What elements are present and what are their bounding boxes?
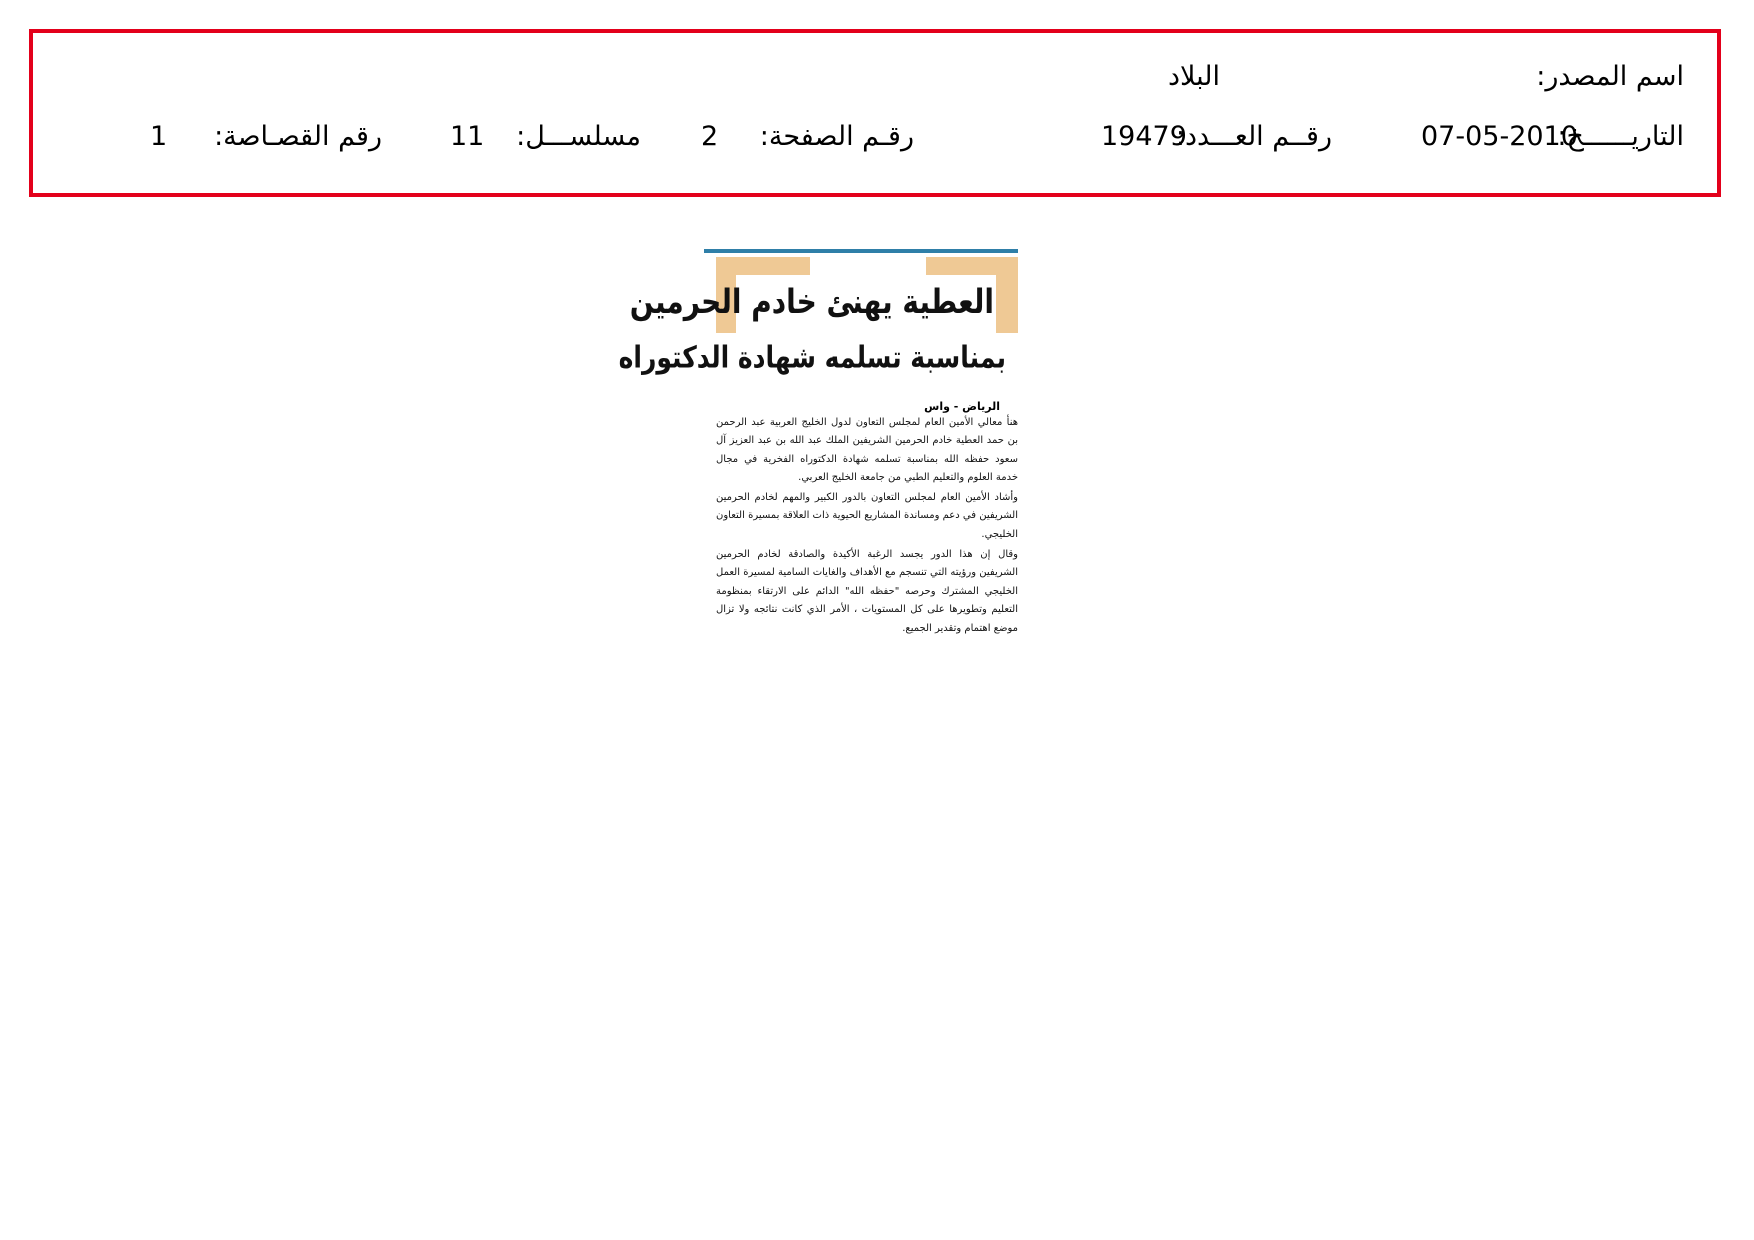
clipping-number-label: رقم القصـاصة: xyxy=(214,121,382,152)
page-label: رقـم الصفحة: xyxy=(759,121,914,152)
article-paragraph: هنأ معالي الأمين العام لمجلس التعاون لدول الخليج العربية عبد الرحمن بن حمد العطية خادم الحرمين الشريفين الملك عبد الله بن عبد العزيز آل سعود حفظه الله بمناسبة تسلمه شهادة الدكتوراه الفخرية في مجال خدمة العلوم والتعليم الطبي من جامعة الخليج العربي. xyxy=(716,417,1018,484)
newspaper-clipping xyxy=(618,249,1018,644)
source-value: البلاد xyxy=(1167,61,1220,92)
source-label: اسم المصدر: xyxy=(1536,61,1684,92)
issue-label: رقــم العـــدد: xyxy=(1175,121,1332,152)
headline-frame-left-top xyxy=(716,257,810,275)
date-value: 07-05-2010 xyxy=(1421,121,1578,152)
page-value: 2 xyxy=(701,121,719,152)
article-paragraph: وقال إن هذا الدور يجسد الرغبة الأكيدة والصادقة لخادم الحرمين الشريفين ورؤيته التي تنسجم مع الأهداف والغايات السامية لمسيرة العمل الخليجي المشترك وحرصه "حفظه الله" الدائم على الارتقاء بمنظومة التعليم وتطويرها على كل المستويات ، الأمر الذي كانت نتائجه ولا تزال موضع اهتمام وتقدير الجميع. xyxy=(716,549,1018,634)
clipping-number-value: 1 xyxy=(150,121,168,152)
article-dateline: الرياض - واس xyxy=(924,400,1000,413)
serial-value: 11 xyxy=(450,121,485,152)
article-paragraph: وأشاد الأمين العام لمجلس التعاون بالدور الكبير والمهم لخادم الحرمين الشريفين في دعم ومساندة المشاريع الحيوية ذات العلاقة بمسيرة التعاون الخليجي. xyxy=(716,492,1018,540)
clipping-top-rule xyxy=(704,249,1018,253)
date-label: التاريــــــخ: xyxy=(1557,121,1684,152)
headline-frame-right-side xyxy=(996,275,1018,333)
serial-label: مسلســـل: xyxy=(516,121,641,152)
clipping-info-box xyxy=(29,29,1721,197)
article-headline-line1: العطية يهنئ خادم الحرمين xyxy=(629,281,994,322)
headline-frame-right-top xyxy=(926,257,1018,275)
article-headline-line2: بمناسبة تسلمه شهادة الدكتوراه xyxy=(618,340,1006,375)
issue-value: 19479 xyxy=(1101,121,1187,152)
